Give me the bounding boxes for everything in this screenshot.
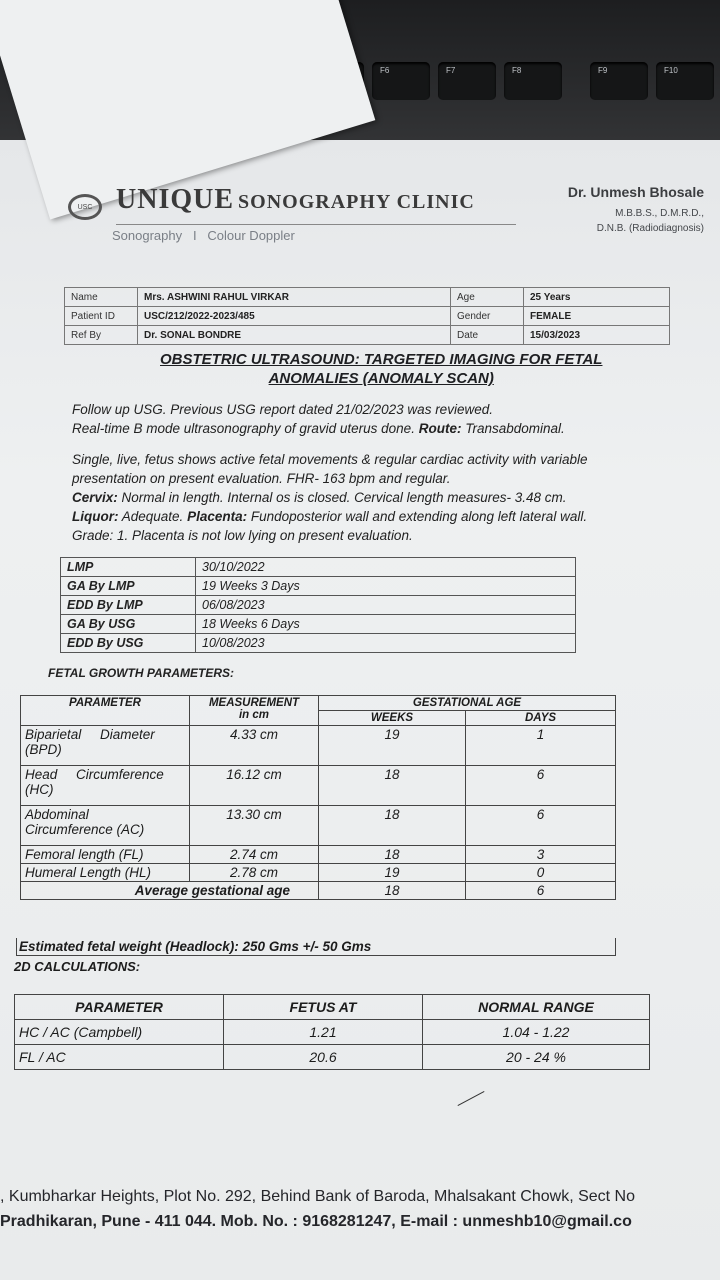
table-row: EDD By LMP 06/08/2023: [61, 596, 576, 615]
liquor-placenta-text: Liquor: Adequate. Placenta: Fundoposterior wall and extending along left lateral wall.: [72, 509, 588, 524]
gender-label: Gender: [451, 307, 524, 326]
technique-text: Real-time B mode ultrasonography of gravid uterus done. Route: Transabdominal.: [72, 421, 565, 436]
table-row: FL / AC 20.6 20 - 24 %: [15, 1045, 650, 1070]
calc-col-parameter: PARAMETER: [15, 995, 224, 1020]
calc-col-range: NORMAL RANGE: [423, 995, 650, 1020]
findings-line-1: Single, live, fetus shows active fetal movements & regular cardiac activity with variable: [72, 452, 588, 467]
header-divider: [116, 224, 516, 225]
age-label: Age: [451, 288, 524, 307]
clinic-name: UNIQUE SONOGRAPHY CLINIC: [116, 184, 475, 215]
patient-gender: FEMALE: [524, 307, 670, 326]
key-f10: F10: [656, 62, 714, 100]
grade-text: Grade: 1. Placenta is not low lying on present evaluation.: [72, 528, 413, 543]
table-row: Head Circumference (HC) 16.12 cm 18 6: [21, 766, 616, 806]
fetal-growth-table: [20, 695, 616, 900]
table-row: Abdominal Circumference (AC) 13.30 cm 18 6: [21, 806, 616, 846]
clinic-logo: USC: [68, 194, 102, 220]
report-date: 15/03/2023: [524, 326, 670, 345]
patient-name: Mrs. ASHWINI RAHUL VIRKAR: [138, 288, 451, 307]
col-weeks: WEEKS: [319, 711, 466, 726]
table-row: LMP 30/10/2022: [61, 558, 576, 577]
key-f9: F9: [590, 62, 648, 100]
key-f7: F7: [438, 62, 496, 100]
referring-doctor: Dr. SONAL BONDRE: [138, 326, 451, 345]
patient-id: USC/212/2022-2023/485: [138, 307, 451, 326]
key-f6: F6: [372, 62, 430, 100]
ref-label: Ref By: [65, 326, 138, 345]
calc-section-title: 2D CALCULATIONS:: [14, 959, 141, 974]
table-row: GA By USG 18 Weeks 6 Days: [61, 615, 576, 634]
patient-info-table: [64, 287, 670, 345]
col-gestational-age: GESTATIONAL AGE: [319, 696, 616, 711]
table-row: Biparietal Diameter (BPD) 4.33 cm 19 1: [21, 726, 616, 766]
col-measurement: MEASUREMENT in cm: [190, 696, 319, 726]
id-label: Patient ID: [65, 307, 138, 326]
footer-contact: Pradhikaran, Pune - 411 044. Mob. No. : 9168281247, E-mail : unmeshb10@gmail.co: [0, 1213, 632, 1230]
cervix-text: Cervix: Normal in length. Internal os is closed. Cervical length measures- 3.48 cm.: [72, 490, 567, 505]
col-parameter: PARAMETER: [21, 696, 190, 726]
patient-age: 25 Years: [524, 288, 670, 307]
dates-table: [60, 557, 576, 653]
report-title: OBSTETRIC ULTRASOUND: TARGETED IMAGING FOR FETAL ANOMALIES (ANOMALY SCAN): [160, 351, 603, 387]
footer-address: , Kumbharkar Heights, Plot No. 292, Behind Bank of Baroda, Mhalsakant Chowk, Sect No: [0, 1188, 635, 1205]
name-label: Name: [65, 288, 138, 307]
clinic-tagline: Sonography I Colour Doppler: [112, 228, 295, 243]
doctor-name: Dr. Unmesh Bhosale: [567, 184, 704, 200]
table-row: HC / AC (Campbell) 1.21 1.04 - 1.22: [15, 1020, 650, 1045]
col-days: DAYS: [466, 711, 616, 726]
table-row: Femoral length (FL) 2.74 cm 18 3: [21, 846, 616, 864]
findings-line-2: presentation on present evaluation. FHR- 163 bpm and regular.: [72, 471, 451, 486]
growth-section-title: FETAL GROWTH PARAMETERS:: [48, 666, 234, 680]
table-row: Humeral Length (HL) 2.78 cm 19 0: [21, 864, 616, 882]
estimated-fetal-weight: Estimated fetal weight (Headlock): 250 Gms +/- 50 Gms: [16, 938, 616, 956]
table-row: EDD By USG 10/08/2023: [61, 634, 576, 653]
followup-text: Follow up USG. Previous USG report dated 21/02/2023 was reviewed.: [72, 402, 493, 417]
table-row: GA By LMP 19 Weeks 3 Days: [61, 577, 576, 596]
calculations-table: [14, 994, 650, 1070]
date-label: Date: [451, 326, 524, 345]
average-row: Average gestational age 18 6: [21, 882, 616, 900]
calc-col-fetus: FETUS AT: [224, 995, 423, 1020]
doctor-qualifications: M.B.B.S., D.M.R.D., D.N.B. (Radiodiagnosis): [596, 208, 704, 234]
key-f8: F8: [504, 62, 562, 100]
